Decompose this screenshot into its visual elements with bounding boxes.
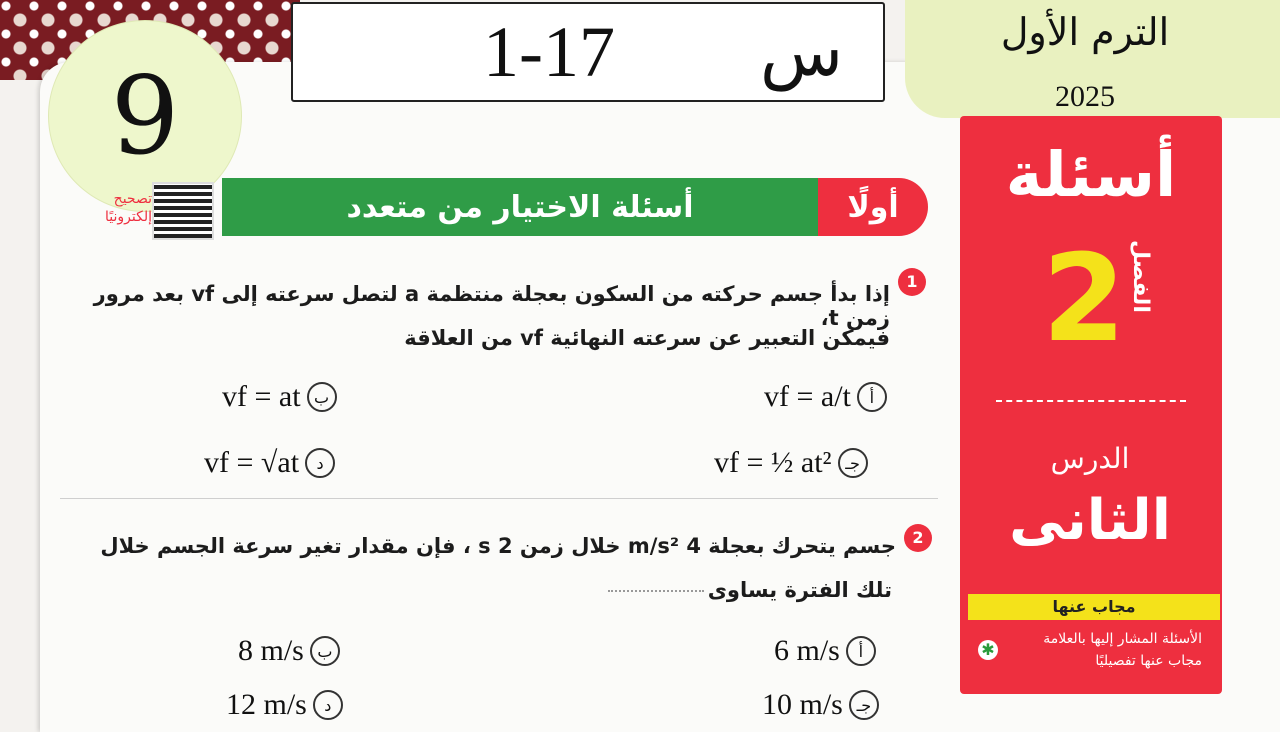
option-text: 12 m/s	[226, 688, 307, 721]
question-text-line: تلك الفترة يساوى	[707, 578, 892, 602]
qr-code-icon[interactable]	[152, 182, 214, 240]
option-text: vf = a/t	[764, 380, 851, 413]
option-marker: د	[305, 448, 335, 478]
option-text: 10 m/s	[762, 688, 843, 721]
panel-divider	[996, 400, 1186, 402]
option-marker: ب	[307, 382, 337, 412]
term-year: 2025	[1055, 80, 1115, 113]
side-panel-title: أسئلة	[1005, 138, 1177, 211]
question-text-line: إذا بدأ جسم حركته من السكون بعجلة منتظمة a لتصل سرعته إلى vf بعد مرور زمن t،	[93, 282, 890, 330]
option[interactable]	[762, 688, 879, 722]
option-marker: أ	[846, 636, 876, 666]
option-text: 8 m/s	[238, 634, 304, 667]
option-marker: جـ	[849, 690, 879, 720]
option-marker: د	[313, 690, 343, 720]
section-first-label: أولًا	[818, 178, 928, 236]
answer-blank	[608, 590, 704, 592]
lesson-number: 9	[110, 53, 180, 179]
question-divider	[60, 498, 938, 499]
question-text-line: جسم يتحرك بعجلة 4 m/s² خلال زمن 2 s ، فإن مقدار تغير سرعة الجسم خلال	[100, 534, 896, 558]
answered-note-line2: مجاب عنها تفصيليًا	[1095, 653, 1202, 669]
option[interactable]	[204, 446, 335, 480]
option-text: vf = √at	[204, 446, 300, 479]
lesson-name: الثانى	[1009, 488, 1171, 553]
answered-note-line1: الأسئلة المشار إليها بالعلامة	[1043, 631, 1202, 647]
option-text: vf = at	[222, 380, 301, 413]
section-title: أسئلة الاختيار من متعدد	[222, 178, 818, 236]
option[interactable]	[222, 380, 337, 414]
question-text-line: فيمكن التعبير عن سرعته النهائية vf من العلاقة	[404, 326, 890, 350]
chapter-word: الفصل	[1128, 240, 1153, 313]
option[interactable]	[764, 380, 887, 414]
option[interactable]	[774, 634, 876, 668]
answered-note	[990, 628, 1202, 672]
option-marker: أ	[857, 382, 887, 412]
qr-label: تصحيح إلكترونيًا	[105, 191, 152, 225]
lesson-word: الدرس	[1050, 442, 1130, 475]
option[interactable]	[226, 688, 343, 722]
option[interactable]	[714, 446, 868, 480]
question-reference-box	[291, 2, 885, 102]
option-marker: جـ	[838, 448, 868, 478]
option-text: 6 m/s	[774, 634, 840, 667]
chapter-number: 2	[1042, 230, 1126, 369]
option-text: vf = ½ at²	[714, 446, 832, 479]
asterisk-icon: ✱	[978, 640, 998, 660]
option[interactable]	[238, 634, 340, 668]
answered-label: مجاب عنها	[968, 594, 1220, 620]
question-ref-letter: س	[759, 12, 843, 92]
question-ref-number: 1-17	[483, 11, 615, 92]
question-number-badge: 1	[898, 268, 926, 296]
question-number-badge: 2	[904, 524, 932, 552]
term-label: الترم الأول	[1000, 10, 1170, 54]
option-marker: ب	[310, 636, 340, 666]
